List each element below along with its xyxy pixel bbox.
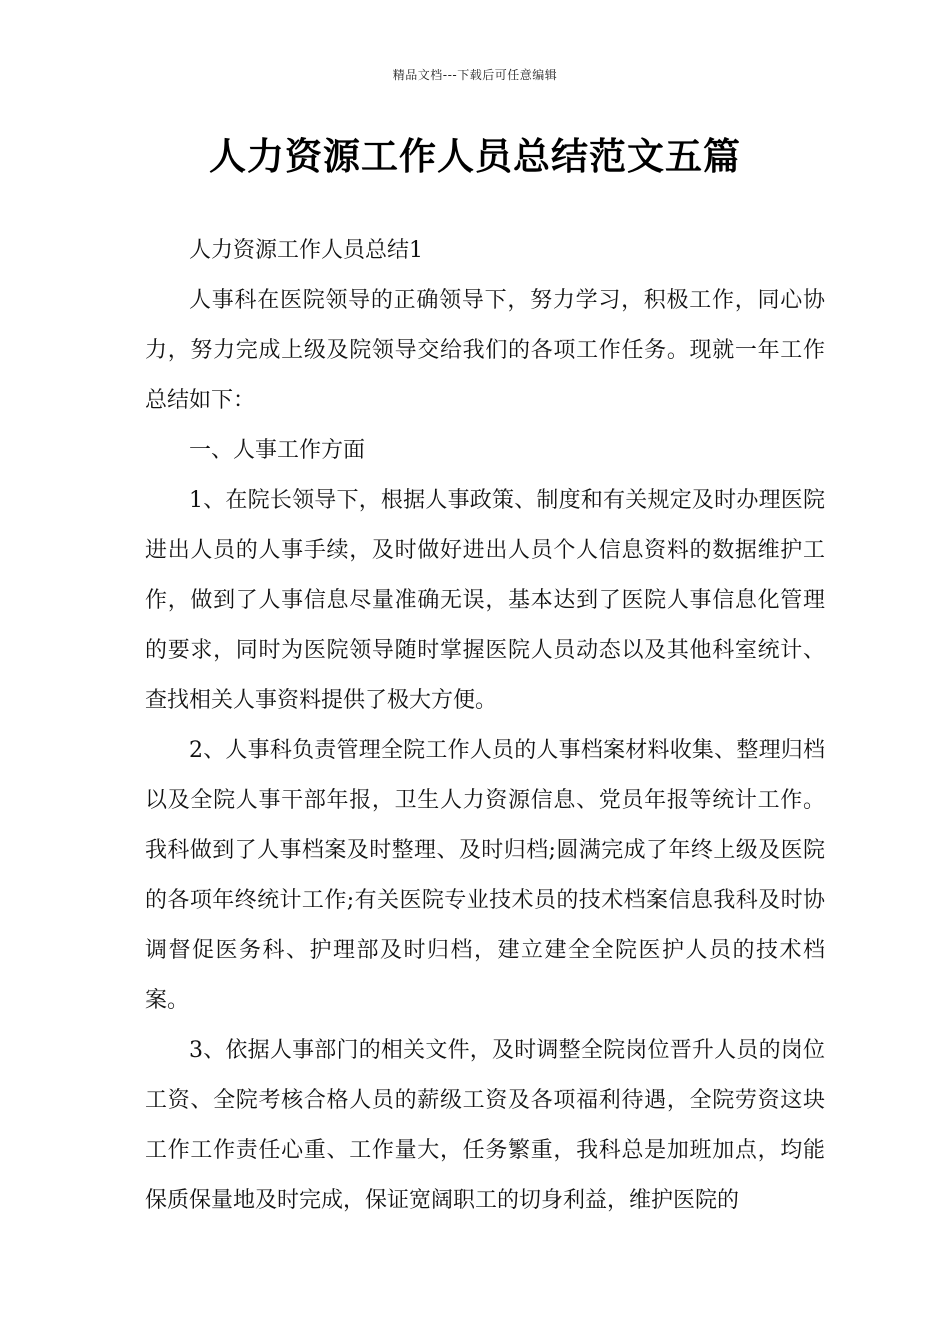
document-body	[145, 226, 825, 1226]
paragraph: 3、依据人事部门的相关文件，及时调整全院岗位晋升人员的岗位工资、全院考核合格人员的薪级工资及各项福利待遇，全院劳资这块工作工作责任心重、工作量大，任务繁重，我科总是加班加点，均能保质保量地及时完成，保证宽阔职工的切身利益，维护医院的	[145, 1038, 825, 1213]
subsection-heading: 一、人事工作方面	[189, 438, 366, 463]
header-note: 精品文档---下载后可任意编辑	[392, 68, 558, 82]
document-title: 人力资源工作人员总结范文五篇	[209, 135, 741, 178]
paragraph: 1、在院长领导下，根据人事政策、制度和有关规定及时办理医院进出人员的人事手续，及时做好进出人员个人信息资料的数据维护工作，做到了人事信息尽量准确无误，基本达到了医院人事信息化管理的要求，同时为医院领导随时掌握医院人员动态以及其他科室统计、查找相关人事资料提供了极大方便。	[145, 488, 825, 713]
paragraph: 人事科在医院领导的正确领导下，努力学习，积极工作，同心协力，努力完成上级及院领导交给我们的各项工作任务。现就一年工作总结如下：	[145, 288, 825, 413]
paragraph: 2、人事科负责管理全院工作人员的人事档案材料收集、整理归档以及全院人事干部年报，卫生人力资源信息、党员年报等统计工作。我科做到了人事档案及时整理、及时归档;圆满完成了年终上级及医院的各项年终统计工作;有关医院专业技术员的技术档案信息我科及时协调督促医务科、护理部及时归档，建立建全全院医护人员的技术档案。	[145, 738, 825, 1013]
section-heading: 人力资源工作人员总结1	[189, 238, 423, 263]
